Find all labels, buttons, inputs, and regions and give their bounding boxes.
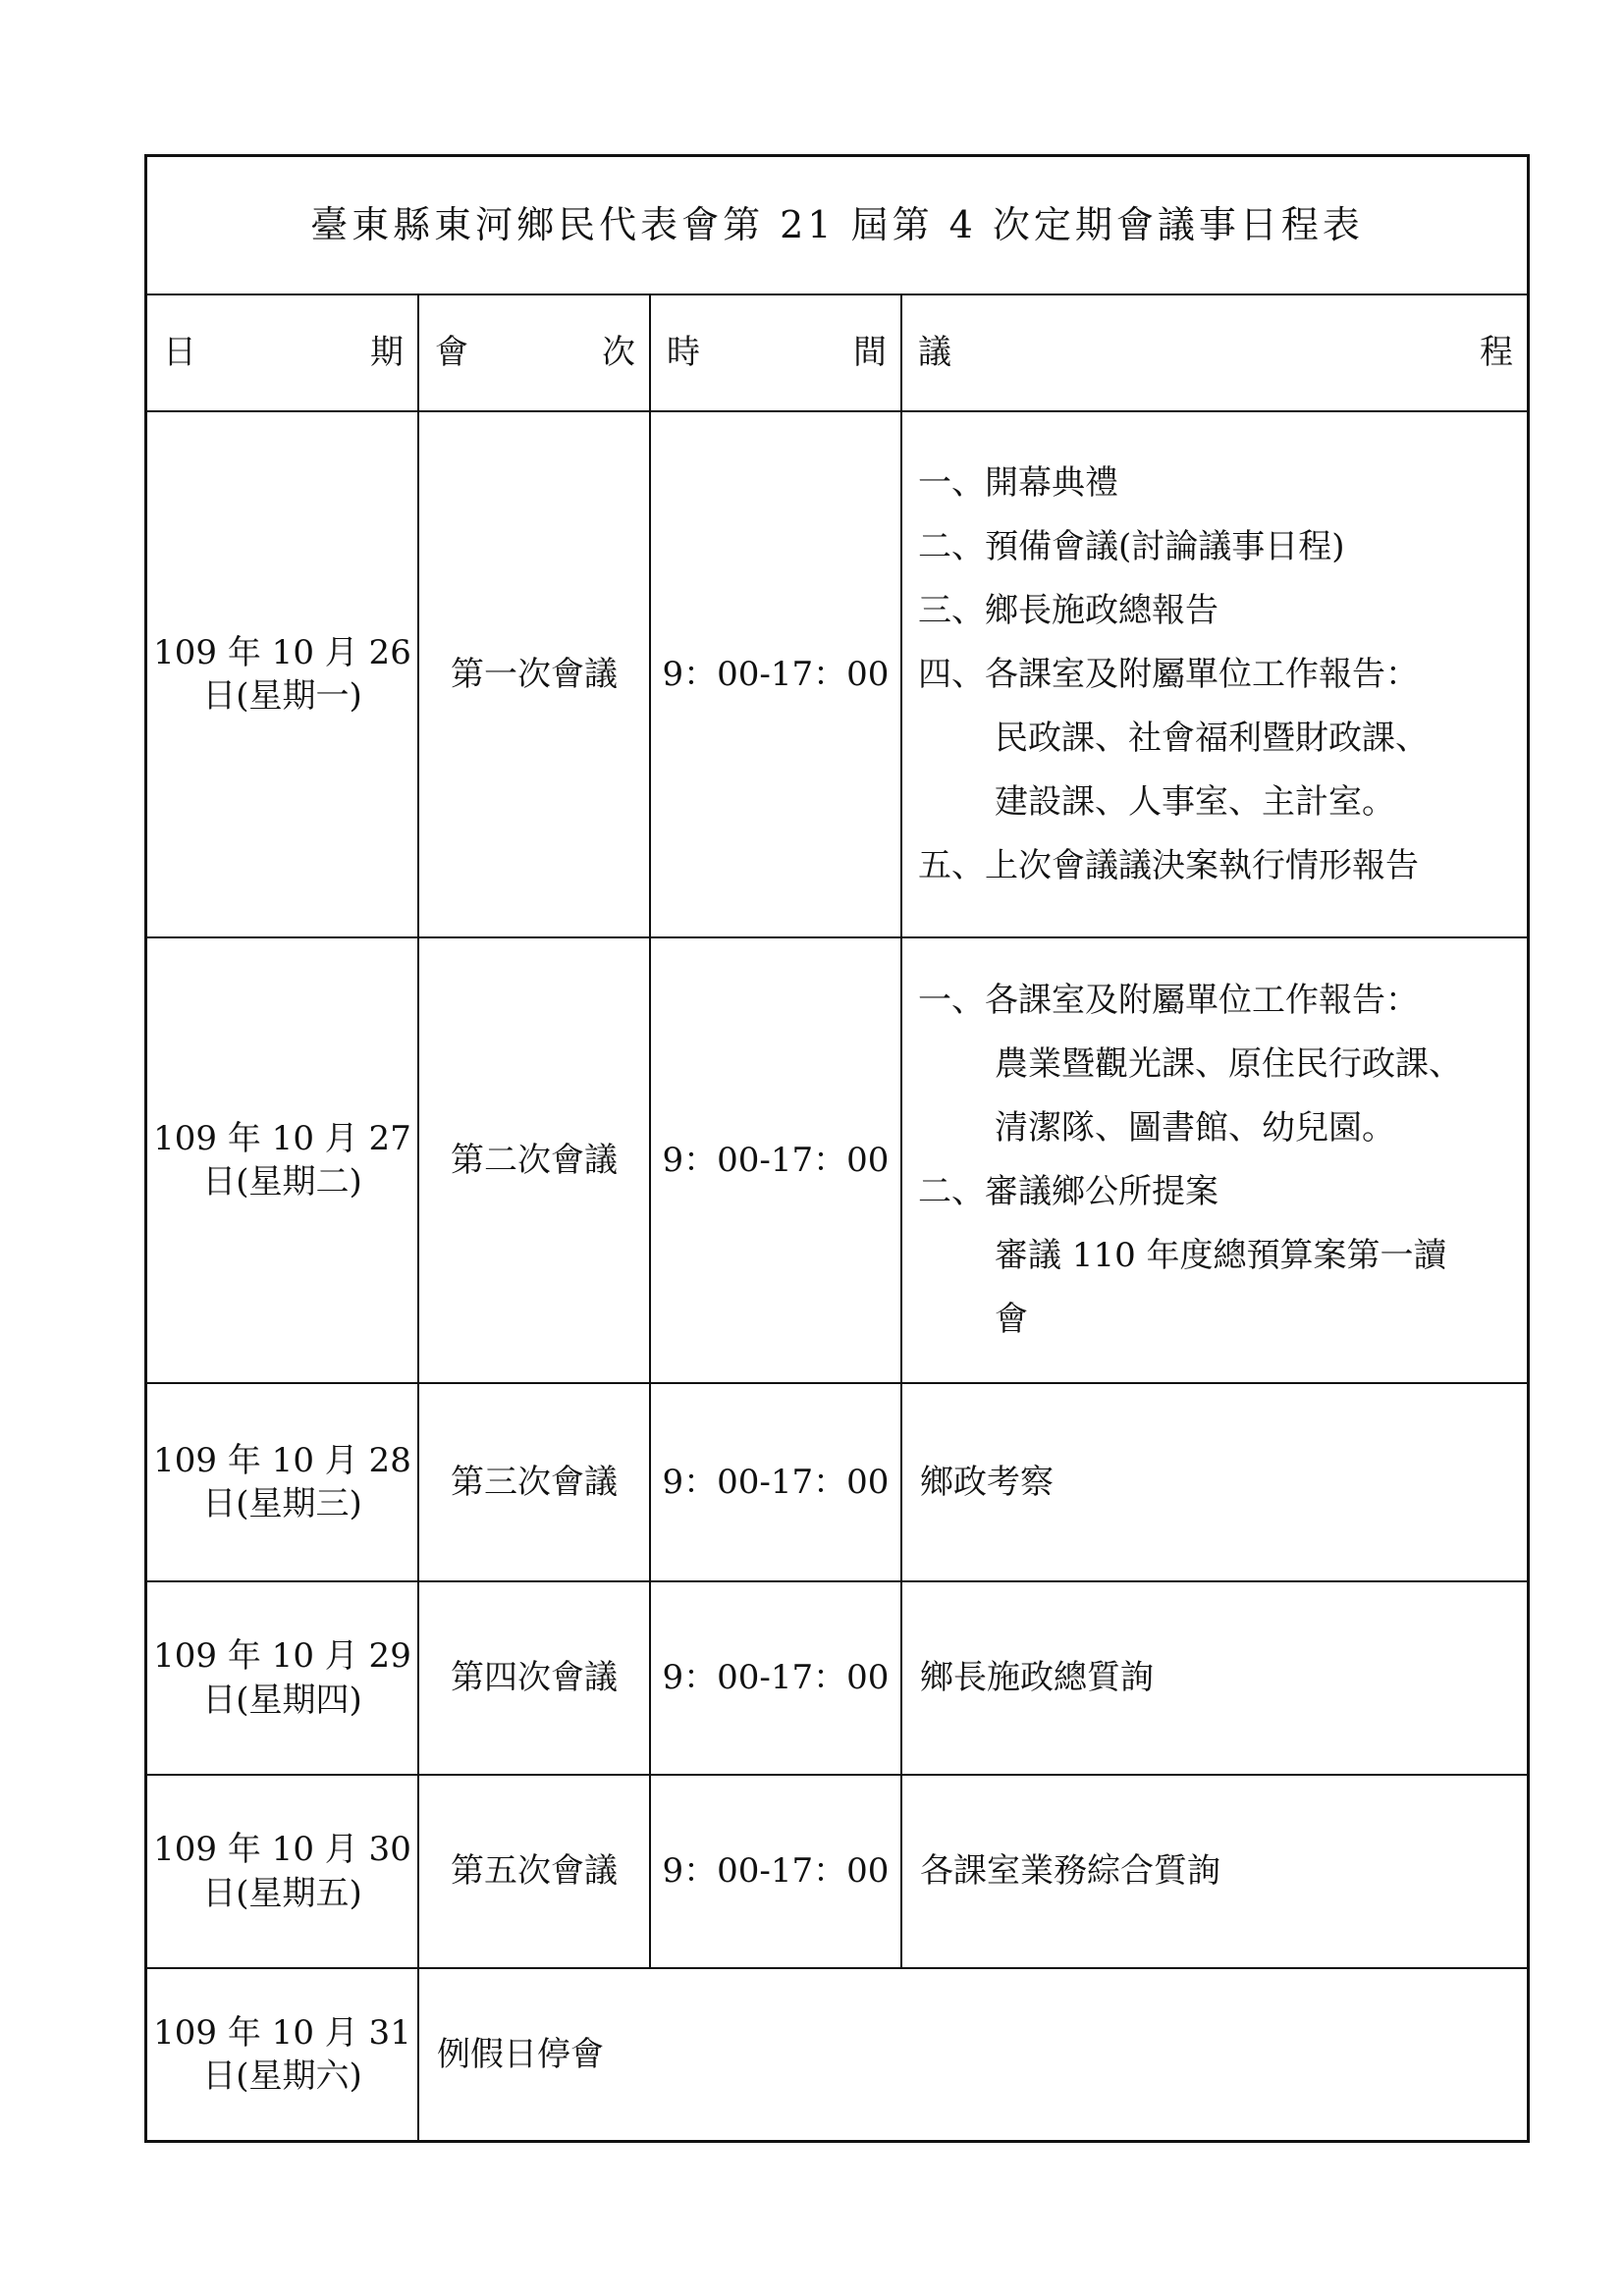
agenda-item-continuation: 審議 110 年度總預算案第一讀 [995, 1236, 1447, 1275]
agenda-item: 五、上次會議議決案執行情形報告 [918, 845, 1419, 885]
agenda-item: 四、各課室及附屬單位工作報告： [918, 654, 1419, 694]
header-session: 會 次 [418, 294, 650, 411]
session-cell: 第二次會議 [418, 937, 650, 1383]
schedule-table [147, 157, 1527, 2140]
table-row [147, 937, 1527, 1383]
date-cell: 109 年 10 月 28 日(星期三) [147, 1383, 418, 1581]
header-agenda: 議 程 [901, 294, 1527, 411]
agenda-item: 二、預備會議(討論議事日程) [918, 526, 1345, 566]
date-cell: 109 年 10 月 29 日(星期四) [147, 1581, 418, 1775]
table-row [147, 1581, 1527, 1775]
agenda-item: 二、審議鄉公所提案 [918, 1172, 1218, 1211]
date-cell: 109 年 10 月 31 日(星期六) [147, 1968, 418, 2140]
date-cell: 109 年 10 月 30 日(星期五) [147, 1775, 418, 1968]
agenda-item-continuation: 建設課、人事室、主計室。 [995, 781, 1395, 822]
session-cell: 第五次會議 [418, 1775, 650, 1968]
time-cell: 9：00-17：00 [650, 937, 901, 1383]
title-row [147, 157, 1527, 294]
recess-cell: 例假日停會 [418, 1968, 1527, 2140]
agenda-item-continuation: 農業暨觀光課、原住民行政課、 [995, 1044, 1462, 1084]
agenda-item-continuation: 會 [995, 1300, 1028, 1339]
table-row [147, 1383, 1527, 1581]
date-cell: 109 年 10 月 27 日(星期二) [147, 937, 418, 1383]
date-cell: 109 年 10 月 26 日(星期一) [147, 411, 418, 937]
schedule-sheet [144, 154, 1530, 2143]
table-row [147, 1775, 1527, 1968]
agenda-item: 三、鄉長施政總報告 [918, 590, 1218, 630]
agenda-cell: 各課室業務綜合質詢 [901, 1775, 1527, 1968]
agenda-item: 一、開幕典禮 [918, 462, 1118, 503]
header-row [147, 294, 1527, 411]
agenda-cell [901, 411, 1527, 937]
header-time: 時 間 [650, 294, 901, 411]
table-row [147, 411, 1527, 937]
time-cell: 9：00-17：00 [650, 1383, 901, 1581]
session-cell: 第四次會議 [418, 1581, 650, 1775]
time-cell: 9：00-17：00 [650, 1775, 901, 1968]
agenda-cell [901, 937, 1527, 1383]
agenda-cell: 鄉政考察 [901, 1383, 1527, 1581]
agenda-item-continuation: 清潔隊、圖書館、幼兒園。 [995, 1108, 1395, 1148]
table-row [147, 1968, 1527, 2140]
time-cell: 9：00-17：00 [650, 1581, 901, 1775]
agenda-item: 一、各課室及附屬單位工作報告： [918, 981, 1419, 1020]
agenda-cell: 鄉長施政總質詢 [901, 1581, 1527, 1775]
time-cell: 9：00-17：00 [650, 411, 901, 937]
session-cell: 第三次會議 [418, 1383, 650, 1581]
table-title: 臺東縣東河鄉民代表會第 21 屆第 4 次定期會議事日程表 [147, 157, 1527, 294]
agenda-item-continuation: 民政課、社會福利暨財政課、 [995, 718, 1429, 758]
header-date: 日 期 [147, 294, 418, 411]
session-cell: 第一次會議 [418, 411, 650, 937]
